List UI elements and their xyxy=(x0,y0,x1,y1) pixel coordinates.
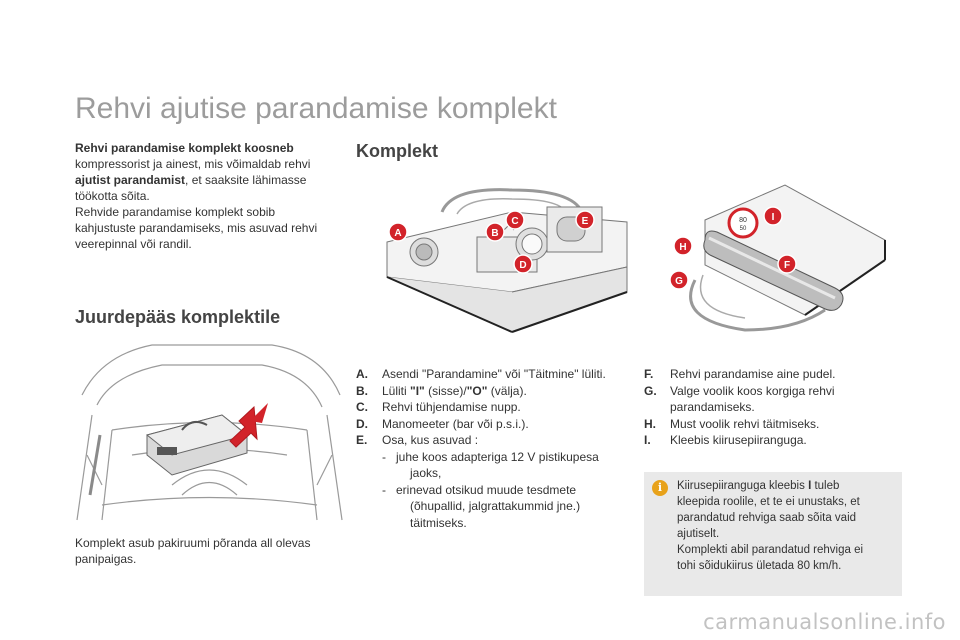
item-text: Lüliti xyxy=(382,383,411,398)
info-icon: i xyxy=(652,480,668,496)
sub-dash: - xyxy=(382,449,386,464)
item-bold: "O" xyxy=(466,383,488,398)
intro-line: Rehvide parandamise komplekt sobib xyxy=(75,205,276,219)
watermark: carmanualsonline.info xyxy=(703,610,946,634)
callout-label: H xyxy=(679,242,687,253)
intro-text xyxy=(75,140,345,252)
sub-text: täitmiseks. xyxy=(410,515,467,530)
item-text: Osa, kus asuvad : xyxy=(382,433,479,447)
item-text: Valge voolik koos korgiga rehvi xyxy=(670,383,835,398)
info-line: parandatud rehviga saab sõita vaid xyxy=(677,512,857,524)
item-text: parandamiseks. xyxy=(670,400,755,414)
item-text: Asendi "Parandamine" või "Täitmine" lüliti. xyxy=(382,367,606,381)
item-key: H. xyxy=(644,416,656,431)
callout-label: D xyxy=(519,260,527,271)
sub-text: (õhupallid, jalgrattakummid jne.) xyxy=(410,499,581,513)
intro-bold: ajutist parandamist xyxy=(75,173,186,187)
intro-line: kahjustuste parandamiseks, mis asuvad rehvi xyxy=(75,221,318,235)
item-text: Rehvi parandamise aine pudel. xyxy=(670,367,836,381)
item-key: G. xyxy=(644,383,657,398)
compressor-illustration xyxy=(382,182,637,342)
info-line: tohi sõidukiirus ületada 80 km/h. xyxy=(677,560,842,572)
caption-line: Komplekt asub pakiruumi põranda all olevas xyxy=(75,536,311,550)
intro-line: kompressorist ja ainest, mis võimaldab rehvi xyxy=(75,157,311,171)
list-item xyxy=(644,432,904,449)
intro-heading: Rehvi parandamise komplekt koosneb xyxy=(75,141,294,155)
list-item xyxy=(356,366,631,383)
info-bold: I xyxy=(808,480,812,492)
kit-items-left xyxy=(356,366,631,531)
trunk-illustration xyxy=(72,335,347,525)
info-line: Kiirusepiiranguga kleebis xyxy=(677,480,809,492)
intro-line: veerepinnal või randil. xyxy=(75,237,192,251)
intro-line: töökotta sõita. xyxy=(75,189,150,203)
item-text: (välja). xyxy=(487,383,527,398)
list-item xyxy=(644,416,904,433)
item-key: E. xyxy=(356,433,368,447)
intro-line: , et saaksite lähimasse xyxy=(185,173,307,187)
sticker-text: 50 xyxy=(739,226,747,232)
item-key: F. xyxy=(644,367,654,381)
list-item xyxy=(356,432,631,449)
item-text: Manomeeter (bar või p.s.i.). xyxy=(382,416,529,431)
callout-label: G xyxy=(675,276,683,287)
callout-label: I xyxy=(771,212,775,223)
callout-label: A xyxy=(394,228,402,239)
sub-item xyxy=(356,482,631,532)
list-item xyxy=(356,383,631,400)
sub-item xyxy=(356,449,631,482)
access-heading: Juurdepääs komplektile xyxy=(75,307,281,327)
item-text: (sisse)/ xyxy=(424,383,467,398)
info-line: ajutiselt. xyxy=(677,528,720,540)
item-key: B. xyxy=(356,383,368,398)
callout-label: E xyxy=(581,216,589,227)
sub-text: juhe koos adapteriga 12 V pistikupesa xyxy=(396,449,599,464)
sub-text: erinevad otsikud muude tesdmete xyxy=(396,482,577,497)
list-item xyxy=(356,399,631,416)
item-key: I. xyxy=(644,433,651,447)
access-caption xyxy=(75,535,345,567)
item-text: Must voolik rehvi täitmiseks. xyxy=(670,416,820,431)
info-line: Komplekti abil parandatud rehviga ei xyxy=(677,544,864,556)
callout-label: B xyxy=(491,228,499,239)
item-key: D. xyxy=(356,416,368,431)
list-item xyxy=(644,366,904,383)
item-key: C. xyxy=(356,400,368,414)
sticker-text: 80 xyxy=(739,217,747,224)
item-text: Kleebis kiirusepiiranguga. xyxy=(670,433,807,447)
item-bold: "I" xyxy=(410,383,425,398)
kit-heading: Komplekt xyxy=(356,141,439,161)
kit-items-right xyxy=(644,366,904,449)
bottle-illustration xyxy=(665,180,890,340)
sub-dash: - xyxy=(382,482,386,497)
sub-text: jaoks, xyxy=(410,466,442,480)
info-line: kleepida roolile, et te ei unustaks, et xyxy=(677,496,860,508)
callout-label: F xyxy=(783,260,791,271)
item-text: Rehvi tühjendamise nupp. xyxy=(382,400,521,414)
caption-line: panipaigas. xyxy=(75,552,137,566)
list-item xyxy=(644,383,904,416)
list-item xyxy=(356,416,631,433)
info-line: tuleb xyxy=(811,480,840,492)
info-text xyxy=(677,478,895,574)
page-title: Rehvi ajutise parandamise komplekt xyxy=(75,92,557,125)
item-key: A. xyxy=(356,367,368,381)
callout-label: C xyxy=(511,216,519,227)
